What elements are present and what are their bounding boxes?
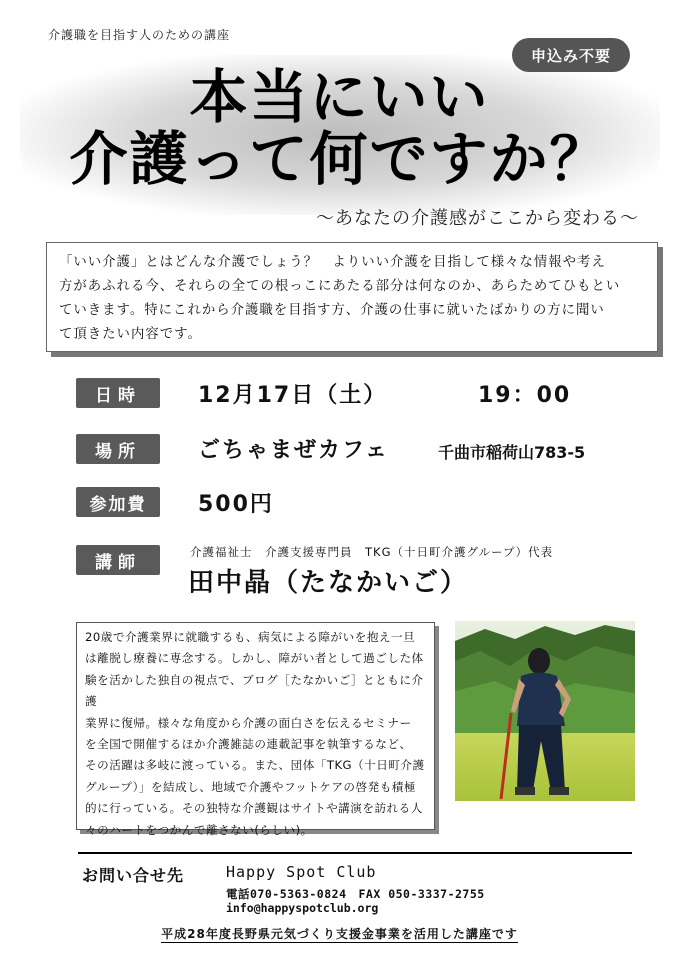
fee-value: 500円 — [198, 492, 274, 517]
intro-line: ていきます。特にこれから介護職を目指す方、介護の仕事に就いたばかりの方に聞い — [59, 303, 605, 318]
event-date: 12月17日（土） — [198, 383, 388, 408]
bio-line: その活躍は多岐に渡っている。また、団体「TKG（十日町介護 — [85, 758, 425, 773]
intro-line: て頂きたい内容です。 — [59, 327, 202, 342]
contact-email: info@happyspotclub.org — [226, 901, 379, 915]
intro-line: 「いい介護」とはどんな介護でしょう？ よりいい介護を目指して様々な情報や考え — [59, 255, 606, 270]
lecturer-name: 田中晶（たなかいご） — [188, 568, 469, 598]
bio-line: 験を活かした独自の視点で、ブログ［たなかいご］とともに介護 — [85, 672, 424, 709]
series-label: 介護職を目指す人のための講座 — [48, 28, 231, 42]
bio-line: 20歳で介護業界に就職するも、病気による障がいを抱え一旦 — [85, 630, 416, 644]
lecturer-label: 講師 — [76, 545, 160, 575]
contact-phone-fax: 電話070-5363-0824 FAX 050-3337-2755 — [226, 887, 485, 901]
bio-line: は離脱し療養に専念する。しかし、障がい者として過ごした体 — [85, 651, 424, 666]
contact-org: Happy Spot Club — [226, 863, 377, 881]
bio-line: を全国で開催するほか介護雑誌の連載記事を執筆するなど、 — [85, 737, 412, 752]
subtitle: ～あなたの介護感がここから変わる～ — [316, 208, 639, 229]
no-registration-badge: 申込み不要 — [512, 38, 630, 72]
bio-line: 々のハートをつかんで離さない(らしい)。 — [85, 822, 313, 837]
place-label: 場所 — [76, 434, 160, 464]
footer-note-text: 平成28年度長野県元気づくり支援金事業を活用した講座です — [161, 927, 518, 941]
title-line-2: 介護って何ですか？ — [69, 125, 610, 193]
lecturer-bio-box — [76, 622, 435, 837]
fee-label: 参加費 — [76, 487, 160, 517]
datetime-label: 日時 — [76, 378, 160, 408]
lecturer-bio — [77, 623, 434, 841]
title-line-1: 本当にいい — [189, 63, 490, 131]
intro-box — [46, 242, 658, 352]
contact-divider — [78, 852, 632, 854]
footer-note — [0, 925, 679, 942]
bio-line: グループ）」を結成し、地域で介護やフットケアの啓発も積極 — [85, 779, 416, 794]
bio-line: 的に行っている。その独特な介護観はサイトや講演を訪れる人 — [85, 801, 423, 816]
intro-text — [47, 243, 657, 347]
lecturer-photo — [455, 621, 635, 801]
contact-label: お問い合せ先 — [82, 866, 185, 885]
lecturer-role: 介護福祉士 介護支援専門員 TKG（十日町介護グループ）代表 — [190, 545, 554, 559]
event-time: 19：00 — [478, 383, 572, 408]
bio-line: 業界に復帰。様々な角度から介護の面白さを伝えるセミナー — [85, 715, 412, 730]
venue-name: ごちゃまぜカフェ — [198, 438, 389, 463]
intro-line: 方があふれる今、それらの全ての根っこにあたる部分は何なのか、あらためてひもとい — [59, 279, 621, 294]
venue-address: 千曲市稲荷山783-5 — [438, 443, 586, 462]
